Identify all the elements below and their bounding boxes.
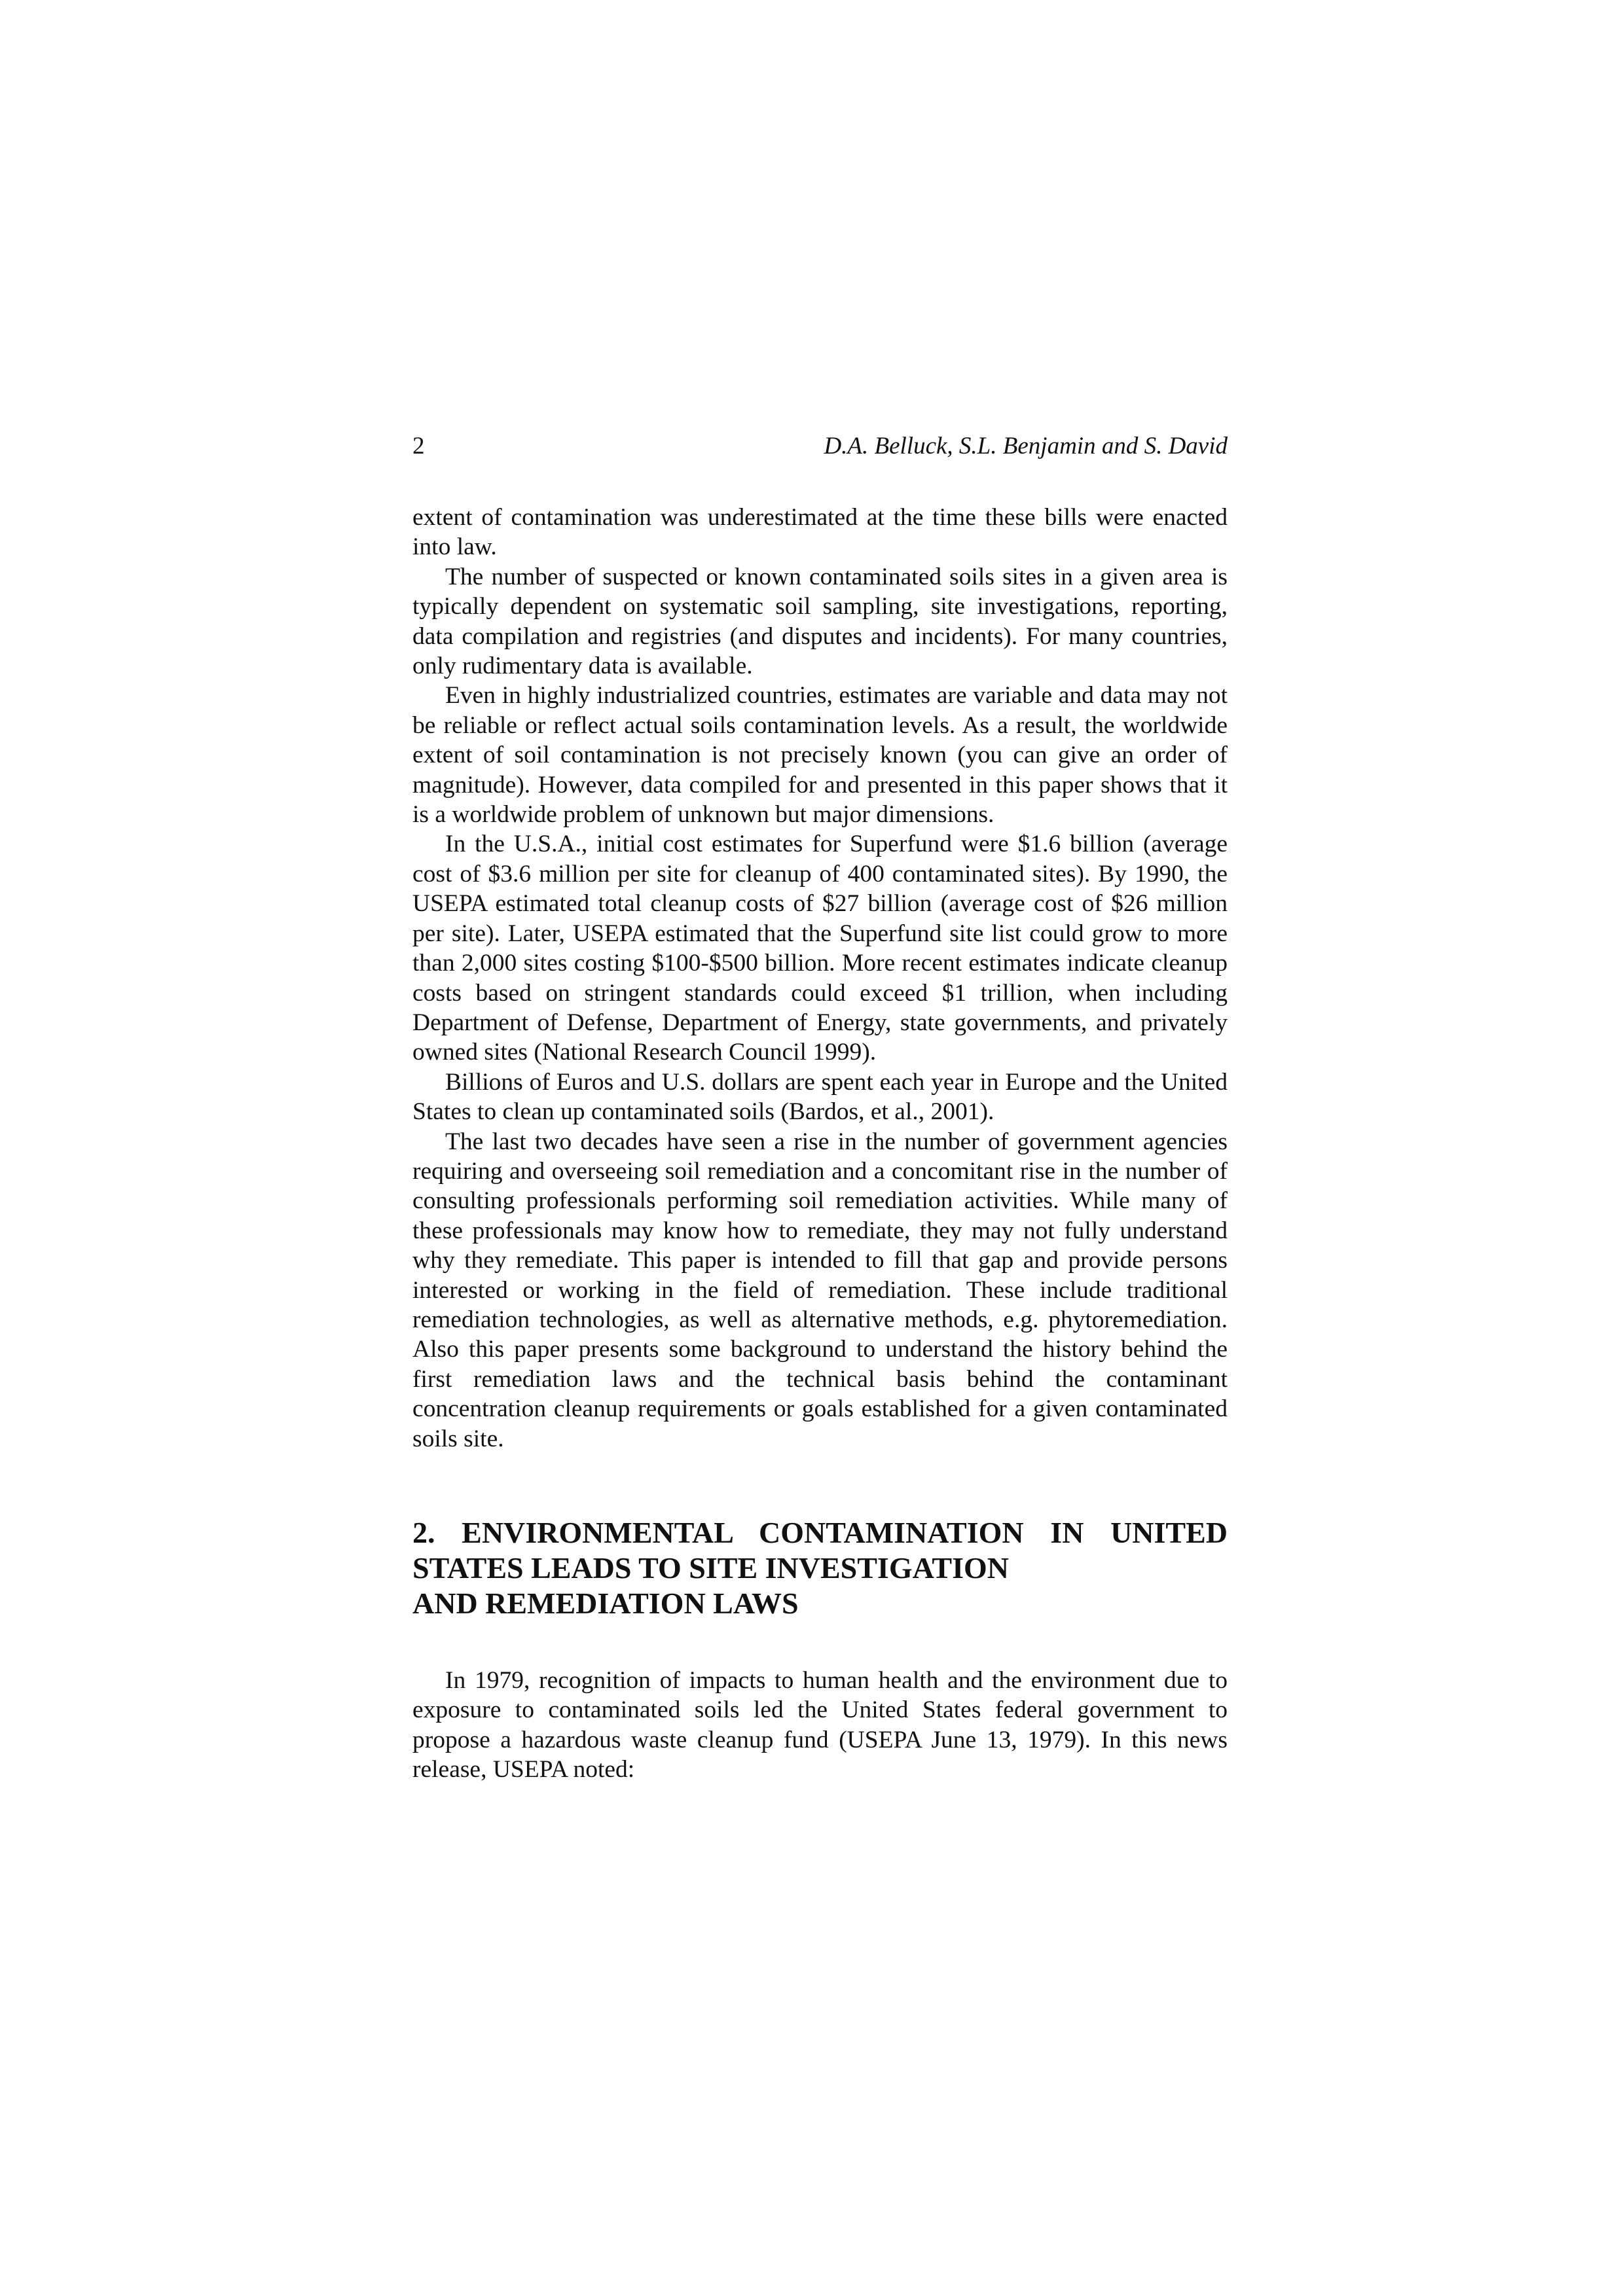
- running-header: [412, 427, 1228, 466]
- running-header-authors: D.A. Belluck, S.L. Benjamin and S. David: [824, 433, 1228, 459]
- paragraph: In the U.S.A., initial cost estimates for Superfund were $1.6 billion (average cost of $3.6 million per site for cleanup of 400 contaminated sites). By 1990, the USEPA estimated total cleanup costs of $27 billion (average cost of $26 million per site). Later, USEPA estimated that the Superfund site list could grow to more than 2,000 sites costing $100-$500 billion. More recent estimates indicate cleanup costs based on stringent standards could exceed $1 trillion, when including Department of Defense, Department of Energy, state governments, and privately owned sites (National Research Council 1999).: [412, 831, 1228, 1066]
- paragraph: extent of contamination was underestimated at the time these bills were enacted into law.: [412, 504, 1228, 561]
- section-paragraph: In 1979, recognition of impacts to human health and the environment due to exposure to contaminated soils led the United States federal government to propose a hazardous waste cleanup fund (USEPA June 13, 1979). In this news release, USEPA noted:: [412, 1667, 1228, 1784]
- paragraph: Billions of Euros and U.S. dollars are spent each year in Europe and the United States to clean up contaminated soils (Bardos, et al., 2001).: [412, 1068, 1228, 1126]
- section-heading: [412, 1515, 1228, 1621]
- section-heading-line: 2. ENVIRONMENTAL CONTAMINATION IN UNITED: [412, 1516, 1228, 1549]
- section-heading-line: AND REMEDIATION LAWS: [412, 1587, 799, 1620]
- paragraph: The number of suspected or known contaminated soils sites in a given area is typically dependent on systematic soil sampling, site investigations, reporting, data compilation and registries (and disputes and incidents). For many countries, only rudimentary data is available.: [412, 563, 1228, 680]
- section-heading-line: STATES LEADS TO SITE INVESTIGATION: [412, 1551, 1009, 1585]
- body-text: [412, 503, 1228, 1785]
- paragraph: The last two decades have seen a rise in the number of government agencies requiring and overseeing soil remediation and a concomitant rise in the number of consulting professionals performing soil remediation activities. While many of these professionals may know how to remediate, they may not fully understand why they remediate. This paper is intended to fill that gap and provide persons interested or working in the field of remediation. These include traditional remediation technologies, as well as alternative methods, e.g. phytoremediation. Also this paper presents some background to understand the history behind the first remediation laws and the technical basis behind the contaminant concentration cleanup requirements or goals established for a given contaminated soils site.: [412, 1128, 1228, 1452]
- page-number: 2: [412, 433, 425, 459]
- paragraph: Even in highly industrialized countries, estimates are variable and data may not be reliable or reflect actual soils contamination levels. As a result, the worldwide extent of soil contamination is not precisely known (you can give an order of magnitude). However, data compiled for and presented in this paper shows that it is a worldwide problem of unknown but major dimensions.: [412, 682, 1228, 829]
